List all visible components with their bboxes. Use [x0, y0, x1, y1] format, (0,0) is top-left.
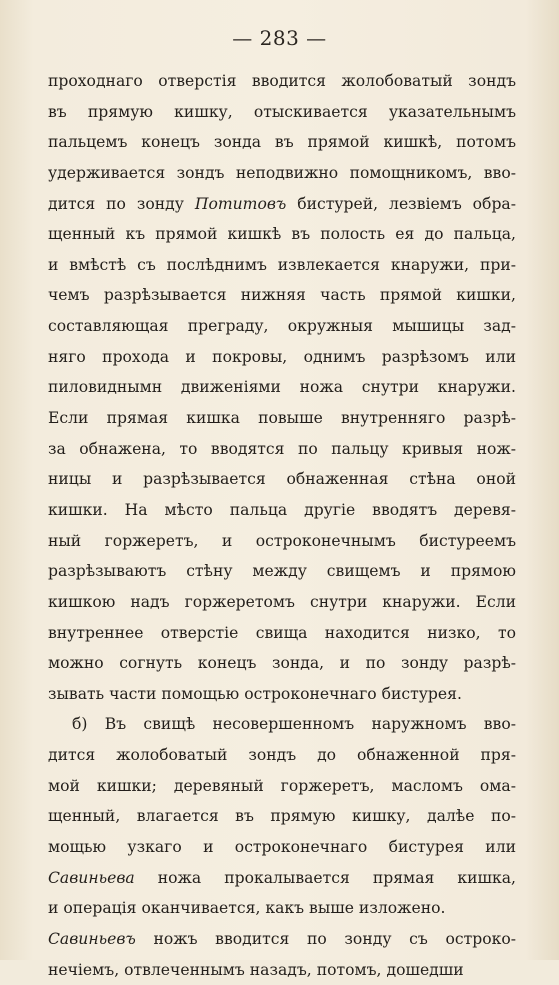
italic-name: Савиньева — [48, 868, 135, 887]
text-line — [48, 158, 516, 189]
text-line — [48, 495, 516, 526]
text-segment: нечіемъ, отвлеченнымъ назадъ, потомъ, дошедши — [48, 960, 464, 979]
text-segment: кишкою надъ горжеретомъ снутри кнаружи. Если — [48, 592, 516, 611]
text-segment: мощью узкаго и остроконечнаго бистурея или — [48, 838, 516, 857]
text-segment: въ прямую кишку, отыскивается указательнымъ — [48, 102, 516, 121]
text-segment: пиловиднымн движеніями ножа снутри кнаружи. — [48, 378, 516, 397]
text-line — [48, 893, 516, 924]
text-line — [48, 709, 516, 740]
text-segment: чемъ разрѣзывается нижняя часть прямой кишки, — [48, 286, 516, 305]
text-line — [48, 127, 516, 158]
text-line — [48, 372, 516, 403]
text-line — [48, 771, 516, 802]
text-line — [48, 924, 516, 955]
text-line — [48, 526, 516, 557]
text-segment: ницы и разрѣзывается обнаженная стѣна оной — [48, 470, 516, 489]
text-segment: и вмѣстѣ съ послѣднимъ извлекается кнаружи, при- — [48, 255, 516, 274]
text-line — [48, 311, 516, 342]
italic-name: Савиньевъ — [48, 929, 136, 948]
page-number: — 283 — — [232, 26, 327, 50]
text-segment: пальцемъ конецъ зонда въ прямой кишкѣ, потомъ — [48, 133, 516, 152]
text-segment: мой кишки; деревяный горжеретъ, масломъ ома- — [48, 776, 516, 795]
text-line — [48, 832, 516, 863]
text-line — [48, 464, 516, 495]
text-line — [48, 97, 516, 128]
text-segment: няго прохода и покровы, однимъ разрѣзомъ или — [48, 347, 516, 366]
text-segment: можно согнуть конецъ зонда, и по зонду разрѣ- — [48, 654, 516, 673]
text-segment: ный горжеретъ, и остроконечнымъ бистуреемъ — [48, 531, 516, 550]
text-line — [48, 955, 516, 985]
text-line — [48, 280, 516, 311]
text-line — [48, 863, 516, 894]
text-segment: за обнажена, то вводятся по пальцу кривыя нож- — [48, 439, 516, 458]
text-line — [48, 556, 516, 587]
text-segment: щенный, влагается въ прямую кишку, далѣе по- — [48, 807, 516, 826]
text-segment: проходнаго отверстія вводится жолобоватый зондъ — [48, 72, 516, 90]
text-segment: кишки. На мѣсто пальца другіе вводятъ деревя- — [48, 500, 516, 519]
text-segment: и операція оканчивается, какъ выше изложено. — [48, 899, 446, 918]
text-line — [48, 648, 516, 679]
text-line — [48, 801, 516, 832]
text-segment: дится по зонду — [48, 194, 195, 213]
text-line — [48, 219, 516, 250]
text-line — [48, 250, 516, 281]
text-line — [48, 434, 516, 465]
text-line — [48, 740, 516, 771]
text-segment: внутреннее отверстіе свища находится низко, то — [48, 623, 516, 642]
text-segment: ножа прокалывается прямая кишка, — [134, 868, 516, 887]
text-line — [48, 679, 516, 710]
italic-name: Потитовъ — [194, 194, 287, 213]
text-segment: Если прямая кишка повыше внутренняго разрѣ- — [48, 409, 516, 428]
text-segment: дится жолобоватый зондъ до обнаженной пря- — [48, 746, 516, 765]
text-line — [48, 342, 516, 373]
text-segment: б) Въ свищѣ несовершенномъ наружномъ вво- — [72, 715, 516, 734]
text-line — [48, 66, 516, 97]
text-line — [48, 403, 516, 434]
text-segment: зывать части помощью остроконечнаго бистурея. — [48, 684, 462, 703]
text-segment: бистурей, лезвіемъ обра- — [286, 194, 516, 213]
text-segment: разрѣзываютъ стѣну между свищемъ и прямою — [48, 562, 516, 581]
text-segment: щенный къ прямой кишкѣ въ полость ея до пальца, — [48, 225, 516, 244]
text-line — [48, 189, 516, 220]
text-line — [48, 618, 516, 649]
body-text — [48, 66, 516, 985]
text-segment: удерживается зондъ неподвижно помощникомъ, вво- — [48, 163, 516, 182]
text-line — [48, 587, 516, 618]
text-segment: ножъ вводится по зонду съ остроко- — [135, 929, 516, 948]
text-segment: составляющая преграду, окружныя мышицы зад- — [48, 317, 516, 336]
